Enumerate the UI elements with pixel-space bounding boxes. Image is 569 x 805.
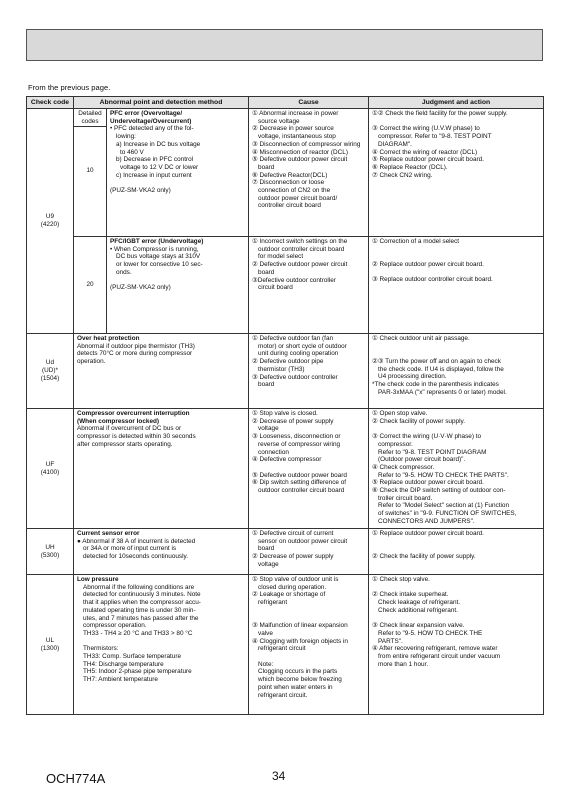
abnormal-ul <box>74 575 249 715</box>
cause-ul <box>249 575 369 715</box>
check-code-uf <box>27 409 74 529</box>
text-line: Note: <box>258 660 274 668</box>
code-label: UF <box>45 460 55 468</box>
table-row-u9-20 <box>27 237 544 334</box>
text-line <box>110 277 245 285</box>
text-line: ④ Check compressor. <box>372 463 435 471</box>
text-line: ③ Looseness, disconnection or <box>252 433 341 441</box>
check-code-ul <box>27 575 74 715</box>
text-line: ①② Check the field facility for the power supply. <box>372 110 508 117</box>
text-line: ② Check facility of power supply. <box>372 417 466 425</box>
text-line: from entire refrigerant circuit under vacuum <box>378 653 501 660</box>
text-line: ④ Defective compressor <box>252 456 322 464</box>
text-line: Clogging occurs in the parts <box>258 668 338 676</box>
text-line: Thermistors: <box>83 645 119 653</box>
text-line: ② Decrease of power supply <box>252 553 334 561</box>
text-line <box>372 545 540 553</box>
text-line <box>252 653 365 661</box>
text-line: (Outdoor power circuit board)". <box>378 456 466 464</box>
text-line: source voltage <box>258 117 300 125</box>
text-line: *The check code in the parenthesis indicates <box>372 381 499 389</box>
text-line: onds. <box>116 268 132 276</box>
text-line: to 460 V <box>120 148 144 156</box>
text-line: ① Check stop valve. <box>372 576 430 583</box>
subcode-20: 20 <box>74 237 107 334</box>
text-line: after compressor starts operating. <box>77 440 173 448</box>
text-line: connection <box>258 448 289 456</box>
table-row-uh <box>27 529 544 575</box>
table-row-uf <box>27 409 544 529</box>
abnormal-title: Over heat protection <box>77 335 140 342</box>
text-line: ② Defective outdoor power circuit <box>252 261 348 269</box>
abnormal-uh <box>74 529 249 575</box>
text-line: board <box>258 545 275 553</box>
abnormal-u9-10 <box>107 109 249 237</box>
code-number: (1300) <box>40 644 60 652</box>
code-number: (4220) <box>40 221 60 228</box>
text-line: Abnormal if overcurrent of DC bus or <box>77 425 182 433</box>
text-line: DIAGRAM". <box>378 140 412 148</box>
text-line: troller circuit board. <box>378 494 433 502</box>
detailed-codes-label: Detailed codes <box>74 109 106 127</box>
text-line: outdoor power circuit board/ <box>258 194 338 202</box>
text-line <box>252 615 365 623</box>
code-number: (4100) <box>40 468 60 476</box>
text-line: ② Decrease of power supply <box>252 417 334 425</box>
code-alt: (UD)* <box>42 367 58 375</box>
text-line: connection of CN2 on the <box>258 187 331 195</box>
text-line: ⑤ Replace outdoor power circuit board. <box>372 479 484 487</box>
text-line <box>372 584 540 592</box>
text-line: unit during cooling operation <box>258 350 339 358</box>
text-line: DC bus voltage stays at 310V <box>116 253 201 261</box>
text-line: refrigerant <box>258 599 288 607</box>
troubleshooting-table <box>26 96 544 715</box>
header-judgment: Judgment and action <box>369 97 544 109</box>
text-line: outdoor controller circuit board <box>258 487 345 495</box>
text-line: reverse of compressor wiring <box>258 440 341 448</box>
text-line: b) Decrease in PFC control <box>116 156 194 164</box>
text-line: ① Defective circuit of current <box>252 530 334 537</box>
text-line: voltage <box>258 425 279 433</box>
abnormal-title: PFC/IGBT error (Undervoltage) <box>110 238 204 245</box>
text-line: ⑦ Check CN2 wiring. <box>372 171 433 179</box>
text-line: ② Decrease in power source <box>252 125 334 133</box>
text-line: the check code. If U4 is displayed, follow the <box>378 365 504 373</box>
text-line: Refer to "9-5. HOW TO CHECK THE <box>378 629 483 637</box>
text-line: controller circuit board <box>258 202 321 210</box>
text-line: ① Stop valve is closed. <box>252 410 318 417</box>
text-line: ⑥ Defective Reactor(DCL) <box>252 171 328 179</box>
text-line <box>252 464 365 472</box>
text-line: ③ Malfunction of linear expansion <box>252 622 348 630</box>
text-line <box>372 253 540 261</box>
judgment-uf <box>369 409 544 529</box>
cause-u9-10 <box>249 109 369 237</box>
text-line: ① Abnormal increase in power <box>252 110 339 117</box>
judgment-u9-10 <box>369 109 544 237</box>
text-line: (PUZ-SM·VKA2 only) <box>110 284 171 292</box>
abnormal-title: Low pressure <box>77 576 119 583</box>
header-cause: Cause <box>249 97 369 109</box>
text-line: U4 processing direction. <box>378 373 447 381</box>
code-label: U9 <box>45 213 55 221</box>
abnormal-title: Current sensor error <box>77 530 140 537</box>
text-line: utes, and 7 minutes has passed after the <box>83 614 199 622</box>
check-code-u9 <box>27 109 74 334</box>
text-line: thermistor (TH3) <box>258 365 305 373</box>
subcode-10-cell <box>74 109 107 237</box>
text-line: detects 70°C or more during compressor <box>77 350 193 358</box>
code-label: UH <box>45 543 55 551</box>
header-abnormal: Abnormal point and detection method <box>74 97 249 109</box>
text-line: PARTS". <box>378 637 403 645</box>
text-line: voltage <box>258 560 279 568</box>
text-line: ③ Correct the wiring (U·V·W phase) to <box>372 433 482 441</box>
text-line: or lower for consective 10 sec- <box>116 261 203 269</box>
text-line: TH4: Discharge temperature <box>83 660 164 668</box>
text-line: board <box>258 268 275 276</box>
check-code-uh <box>27 529 74 575</box>
text-line <box>77 638 245 646</box>
cause-u9-20 <box>249 237 369 334</box>
abnormal-title: PFC error (Overvoltage/ Undervoltage/Overcurrent) <box>110 110 192 125</box>
text-line: TH33 - TH4 ≥ 20 °C and TH33 > 80 °C <box>83 629 193 637</box>
text-line <box>372 538 540 546</box>
text-line: ⑥ Dip switch setting difference of <box>252 479 347 487</box>
judgment-uh <box>369 529 544 575</box>
text-line: ④ After recovering refrigerant, remove water <box>372 645 498 653</box>
text-line: closed during operation. <box>258 583 327 591</box>
text-line <box>110 179 245 187</box>
text-line: board <box>258 381 275 389</box>
text-line <box>252 607 365 615</box>
table-header-row <box>27 97 544 109</box>
judgment-u9-20 <box>369 237 544 334</box>
text-line: of switches" in "9-9. FUNCTION OF SWITCHES, <box>378 510 517 518</box>
model-number: OCH774A <box>46 771 106 786</box>
text-line: point when water enters in <box>258 683 333 691</box>
abnormal-ud <box>74 334 249 409</box>
text-line: ②③ Turn the power off and on again to check <box>372 358 501 366</box>
text-line: ② Check the facility of power supply. <box>372 553 476 561</box>
text-line: compressor operation. <box>83 622 147 630</box>
text-line: ④ Clogging with foreign objects in <box>252 637 348 645</box>
text-line: for model select <box>258 253 304 261</box>
text-line: ① Incorrect switch settings on the <box>252 238 348 245</box>
text-line <box>372 343 540 351</box>
text-line: ③Defective outdoor controller <box>252 276 336 284</box>
text-line: motor) or short cycle of outdoor <box>258 342 347 350</box>
text-line: ① Replace outdoor power circuit board. <box>372 530 484 537</box>
text-line: refrigerant circuit. <box>258 691 308 699</box>
abnormal-subtitle: (When compressor locked) <box>77 417 160 425</box>
text-line <box>372 425 540 433</box>
text-line: board <box>258 163 275 171</box>
check-code-ud <box>27 334 74 409</box>
text-line: ② Check intake superheat. <box>372 591 449 599</box>
text-line: ④ Misconnection of reactor (DCL) <box>252 148 348 156</box>
text-line: PAR-3xMAA ("x" represents 0 or later) model. <box>378 388 507 396</box>
text-line: ⑥ Check the DIP switch setting of outdoor con- <box>372 487 506 495</box>
text-line: Check leakage of refrigerant. <box>378 599 461 607</box>
intro-text: From the previous page. <box>28 83 111 92</box>
text-line: circuit board <box>258 284 293 292</box>
text-line: a) Increase in DC bus voltage <box>116 140 201 148</box>
text-line: lowing: <box>116 133 136 141</box>
text-line: ① Correction of a model select <box>372 238 460 245</box>
abnormal-u9-20 <box>107 237 249 334</box>
text-line: ② Replace outdoor power circuit board. <box>372 261 484 269</box>
page-number: 34 <box>272 769 286 783</box>
text-line: ③ Replace outdoor controller circuit board. <box>372 276 493 284</box>
text-line: ① Defective outdoor fan (fan <box>252 335 334 342</box>
text-line: ② Leakage or shortage of <box>252 591 326 599</box>
text-line: TH7: Ambient temperature <box>83 676 158 684</box>
abnormal-lines <box>110 125 245 194</box>
text-line <box>372 615 540 623</box>
text-line: outdoor controller circuit board <box>258 245 345 253</box>
text-line: (PUZ-SM·VKA2 only) <box>110 187 171 195</box>
text-line: Check additional refrigerant. <box>378 606 458 614</box>
text-line: ① Stop valve of outdoor unit is <box>252 576 339 583</box>
text-line: • PFC detected any of the fol- <box>110 125 194 133</box>
text-line: refrigerant circuit <box>258 645 306 653</box>
table-row-ul <box>27 575 544 715</box>
code-number: (1504) <box>40 374 60 382</box>
text-line: compressor. Refer to "9-8. TEST POINT <box>378 133 492 141</box>
text-line: ① Open stop valve. <box>372 410 428 417</box>
abnormal-lines <box>77 538 245 561</box>
abnormal-title: Compressor overcurrent interruption <box>77 410 190 417</box>
abnormal-lines <box>77 584 245 684</box>
text-line: Refer to "9-8. TEST POINT DIAGRAM <box>378 448 487 456</box>
text-line: Abnormal if outdoor pipe thermistor (TH3) <box>77 342 195 350</box>
text-line: ④ Correct the wiring of reactor (DCL) <box>372 148 478 156</box>
table-row-ud <box>27 334 544 409</box>
abnormal-lines <box>77 425 245 448</box>
text-line: Abnormal if the following conditions are <box>83 583 195 591</box>
text-line: TH33: Comp. Surface temperature <box>83 653 182 661</box>
cause-uh <box>249 529 369 575</box>
abnormal-uf <box>74 409 249 529</box>
text-line: or 34A or more of input current is <box>83 545 177 553</box>
section-header-bar <box>26 29 543 61</box>
text-line: more than 1 hour. <box>378 660 429 668</box>
text-line: sensor on outdoor power circuit <box>258 537 348 545</box>
cause-uf <box>249 409 369 529</box>
header-check-code: Check code <box>27 97 74 109</box>
text-line: detected for continuously 3 minutes. Note <box>83 591 201 599</box>
text-line: TH5: Indoor 2-phase pipe temperature <box>83 668 192 676</box>
judgment-ud <box>369 334 544 409</box>
text-line <box>372 269 540 277</box>
text-line: compressor is detected within 30 seconds <box>77 433 196 441</box>
code-label: Ud <box>45 359 55 367</box>
code-number: (5300) <box>40 551 60 559</box>
text-line: that it applies when the compressor accu- <box>83 599 201 607</box>
text-line <box>372 350 540 358</box>
text-line: detected for 10seconds continuously. <box>83 553 189 561</box>
text-line: ③ Check linear expansion valve. <box>372 622 465 630</box>
text-line: ③ Defective outdoor controller <box>252 373 338 381</box>
text-line: ⑦ Disconnection or loose <box>252 179 325 187</box>
text-line: which become below freezing <box>258 676 342 684</box>
text-line: ⑤ Defective outdoor power circuit <box>252 156 348 164</box>
text-line: ③ Disconnection of compressor wiring <box>252 140 361 148</box>
text-line: ① Check outdoor unit air passage. <box>372 335 470 342</box>
text-line: ● Abnormal if 38 A of incurrent is detected <box>77 537 196 545</box>
cause-ud <box>249 334 369 409</box>
text-line <box>372 118 540 126</box>
table-row-u9-10 <box>27 109 544 237</box>
text-line: compressor. <box>378 440 413 448</box>
code-label: UL <box>45 636 55 644</box>
text-line: c) Increase in input current <box>116 171 192 179</box>
text-line: ③ Correct the wiring (U.V.W phase) to <box>372 125 480 133</box>
text-line: ② Defective outdoor pipe <box>252 358 324 366</box>
text-line: voltage to 12 V DC or lower <box>120 163 199 171</box>
text-line: Refer to "9-5. HOW TO CHECK THE PARTS". <box>378 471 509 479</box>
text-line: valve <box>258 629 273 637</box>
abnormal-lines <box>77 343 245 366</box>
judgment-ul <box>369 575 544 715</box>
text-line: • When Compressor is running, <box>110 245 199 253</box>
text-line: ⑤ Defective outdoor power board <box>252 471 347 479</box>
text-line: voltage, instantaneous stop <box>258 133 336 141</box>
text-line: Refer to "Model Select" section at (1) Function <box>378 502 510 510</box>
text-line: operation. <box>77 358 106 366</box>
text-line: mulated operating time is under 30 min- <box>83 606 196 614</box>
text-line: CONNECTORS AND JUMPERS". <box>378 517 475 525</box>
abnormal-lines <box>110 246 245 292</box>
text-line <box>372 246 540 254</box>
text-line: ⑤ Replace outdoor power circuit board. <box>372 156 484 164</box>
text-line: ⑥ Replace Reactor (DCL). <box>372 163 448 171</box>
subcode-10: 10 <box>86 167 94 174</box>
